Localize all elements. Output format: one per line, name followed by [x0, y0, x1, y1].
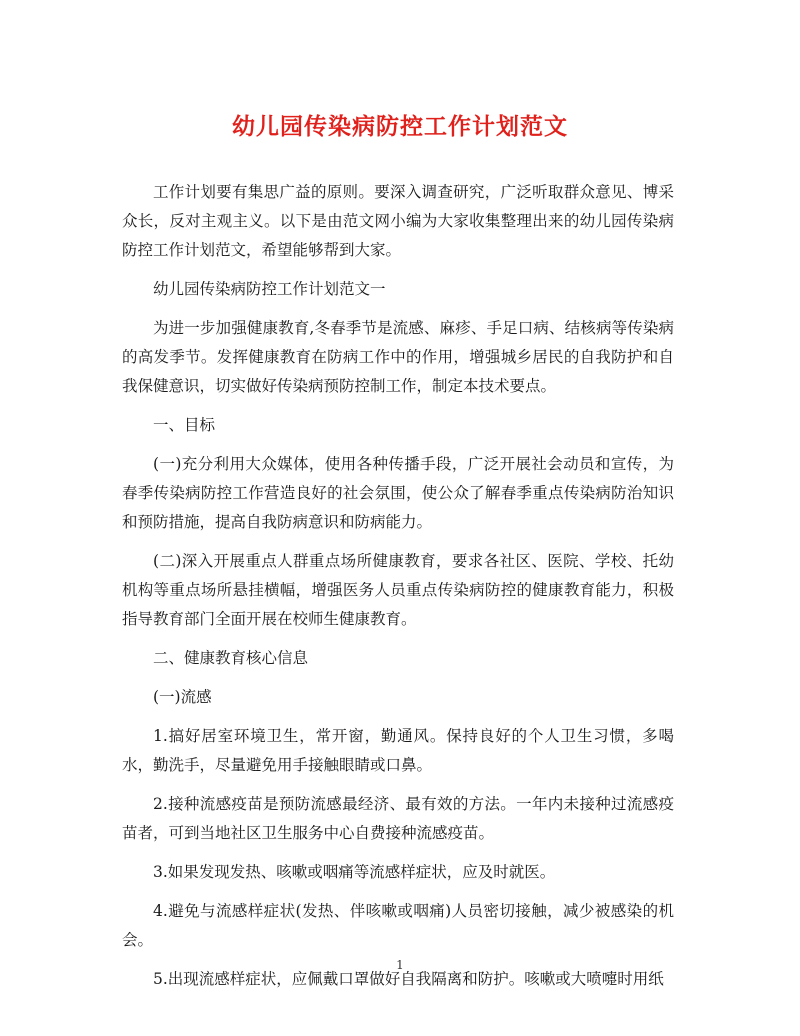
subsection-heading: (一)流感 — [153, 688, 212, 706]
section-heading: 幼儿园传染病防控工作计划范文一 — [153, 280, 386, 298]
list-item: 4.避免与流感样症状(发热、伴咳嗽或咽痛)人员密切接触，减少被感染的机会。 — [122, 902, 674, 949]
section-heading: 一、目标 — [153, 416, 216, 434]
list-item: 3.如果发现发热、咳嗽或咽痛等流感样症状，应及时就医。 — [153, 863, 556, 881]
body-paragraph: (二)深入开展重点人群重点场所健康教育，要求各社区、医院、学校、托幼机构等重点场所悬挂横幅，增强医务人员重点传染病防控的健康教育能力，积极指导教育部门全面开展在校师生健康教育。 — [122, 552, 674, 628]
section-heading: 二、健康教育核心信息 — [153, 649, 309, 667]
document-title: 幼儿园传染病防控工作计划范文 — [232, 113, 568, 140]
body-paragraph: (一)充分利用大众媒体，使用各种传播手段，广泛开展社会动员和宣传，为春季传染病防控工作营造良好的社会氛围，使公众了解春季重点传染病防治知识和预防措施，提高自我防病意识和防病能力。 — [122, 455, 674, 531]
list-item: 5.出现流感样症状，应佩戴口罩做好自我隔离和防护。咳嗽或大喷嚏时用纸 — [153, 970, 664, 988]
document-body — [122, 178, 674, 1004]
intro-paragraph: 工作计划要有集思广益的原则。要深入调查研究，广泛听取群众意见、博采众长，反对主观主义。以下是由范文网小编为大家收集整理出来的幼儿园传染病防控工作计划范文，希望能够帮到大家。 — [122, 183, 674, 259]
body-paragraph: 为进一步加强健康教育,冬春季节是流感、麻疹、手足口病、结核病等传染病的高发季节。发挥健康教育在防病工作中的作用，增强城乡居民的自我防护和自我保健意识，切实做好传染病预防控制工作，制定本技术要点。 — [122, 319, 674, 395]
list-item: 2.接种流感疫苗是预防流感最经济、最有效的方法。一年内未接种过流感疫苗者，可到当地社区卫生服务中心自费接种流感疫苗。 — [122, 795, 674, 842]
list-item: 1.搞好居室环境卫生，常开窗，勤通风。保持良好的个人卫生习惯，多喝水，勤洗手，尽量避免用手接触眼睛或口鼻。 — [122, 727, 674, 774]
page-number: 1 — [396, 958, 404, 972]
